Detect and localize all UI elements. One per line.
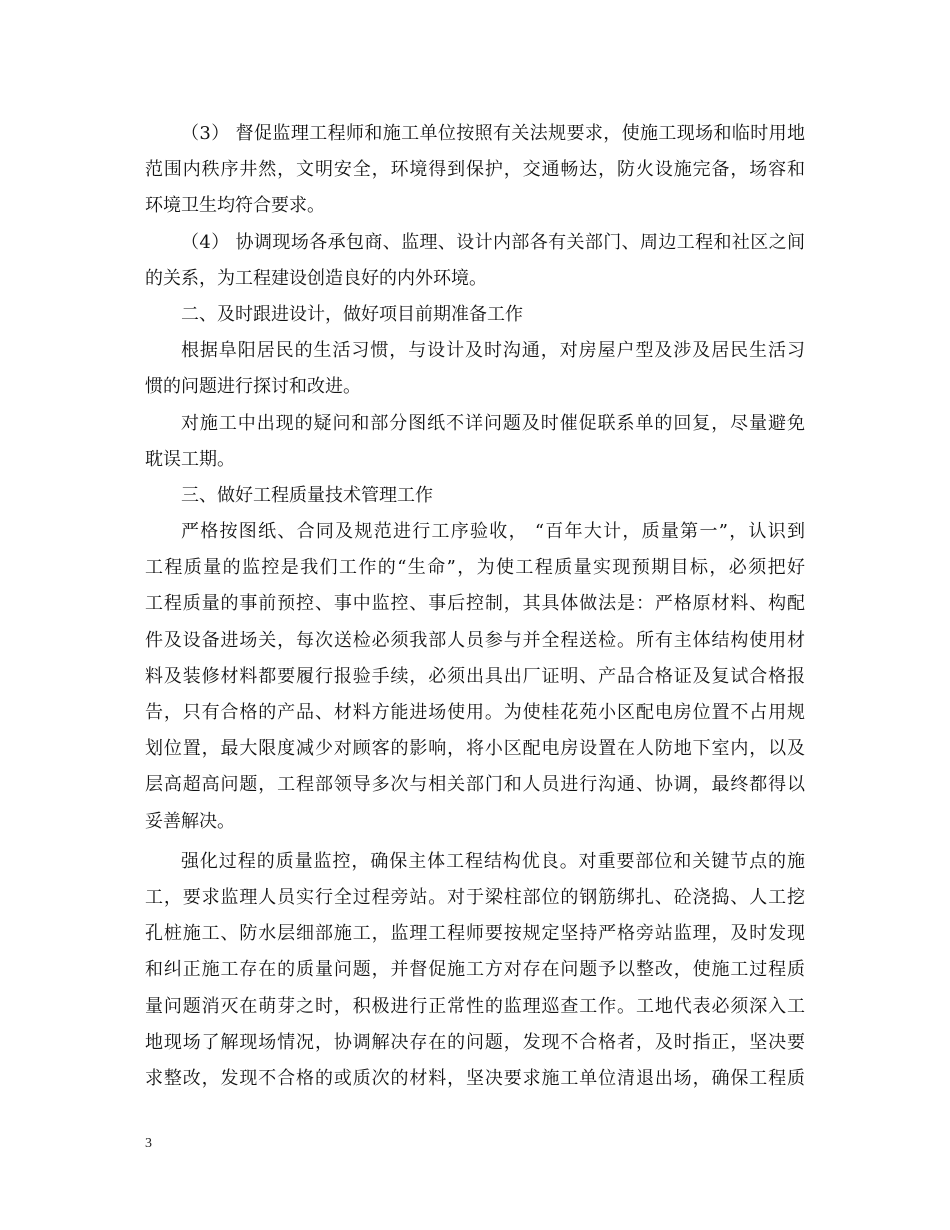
paragraph-line: 地现场了解现场情况，协调解决存在的问题，发现不合格者，及时指正，坚决要 <box>145 1031 805 1053</box>
paragraph-line: 和纠正施工存在的质量问题，并督促施工方对存在问题予以整改，使施工过程质 <box>145 959 805 981</box>
paragraph-line: 量问题消灭在萌芽之时，积极进行正常性的监理巡查工作。工地代表必须深入工 <box>145 995 805 1017</box>
paragraph-line: 工程质量的监控是我们工作的“生命”，为使工程质量实现预期目标，必须把好 <box>145 557 805 579</box>
paragraph-line: 强化过程的质量监控，确保主体工程结构优良。对重要部位和关键节点的施 <box>181 850 805 872</box>
paragraph-line: 的关系，为工程建设创造良好的内外环境。 <box>145 267 487 289</box>
paragraph-line: 严格按图纸、合同及规范进行工序验收， “百年大计，质量第一”，认识到 <box>181 521 805 543</box>
paragraph-line: 件及设备进场关，每次送检必须我部人员参与并全程送检。所有主体结构使用材 <box>145 629 805 651</box>
document-body <box>145 116 805 1097</box>
paragraph-line: （3） 督促监理工程师和施工单位按照有关法规要求，使施工现场和临时用地 <box>181 123 805 144</box>
paragraph-line: 对施工中出现的疑问和部分图纸不详问题及时催促联系单的回复，尽量避免 <box>181 412 805 434</box>
paragraph-line: 孔桩施工、防水层细部施工，监理工程师要按规定坚持严格旁站监理，及时发现 <box>145 923 805 945</box>
page-number: 3 <box>145 1136 152 1151</box>
section-heading: 二、及时跟进设计，做好项目前期准备工作 <box>181 303 523 325</box>
paragraph-line: 层高超高问题，工程部领导多次与相关部门和人员进行沟通、协调，最终都得以 <box>145 774 805 796</box>
paragraph-line: 工程质量的事前预控、事中监控、事后控制，其具体做法是：严格原材料、构配 <box>145 593 805 615</box>
paragraph-line: 耽误工期。 <box>145 448 235 470</box>
paragraph-line: 告，只有合格的产品、材料方能进场使用。为使桂花苑小区配电房位置不占用规 <box>145 702 805 723</box>
paragraph-line: （4） 协调现场各承包商、监理、设计内部各有关部门、周边工程和社区之间 <box>181 231 805 253</box>
paragraph-line: 妥善解决。 <box>145 810 235 832</box>
paragraph-line: 环境卫生均符合要求。 <box>145 195 325 217</box>
paragraph-line: 求整改，发现不合格的或质次的材料，坚决要求施工单位清退出场，确保工程质 <box>145 1067 805 1089</box>
paragraph-line: 料及装修材料都要履行报验手续，必须出具出厂证明、产品合格证及复试合格报 <box>145 665 805 687</box>
paragraph-line: 根据阜阳居民的生活习惯，与设计及时沟通，对房屋户型及涉及居民生活习 <box>181 340 805 362</box>
section-heading: 三、做好工程质量技术管理工作 <box>181 484 433 506</box>
paragraph-line: 工，要求监理人员实行全过程旁站。对于梁柱部位的钢筋绑扎、砼浇捣、人工挖 <box>145 886 805 908</box>
paragraph-line: 范围内秩序井然，文明安全，环境得到保护，交通畅达，防火设施完备，场容和 <box>145 159 805 181</box>
paragraph-line: 划位置，最大限度减少对顾客的影响，将小区配电房设置在人防地下室内，以及 <box>145 738 805 760</box>
paragraph-line: 惯的问题进行探讨和改进。 <box>145 376 361 398</box>
